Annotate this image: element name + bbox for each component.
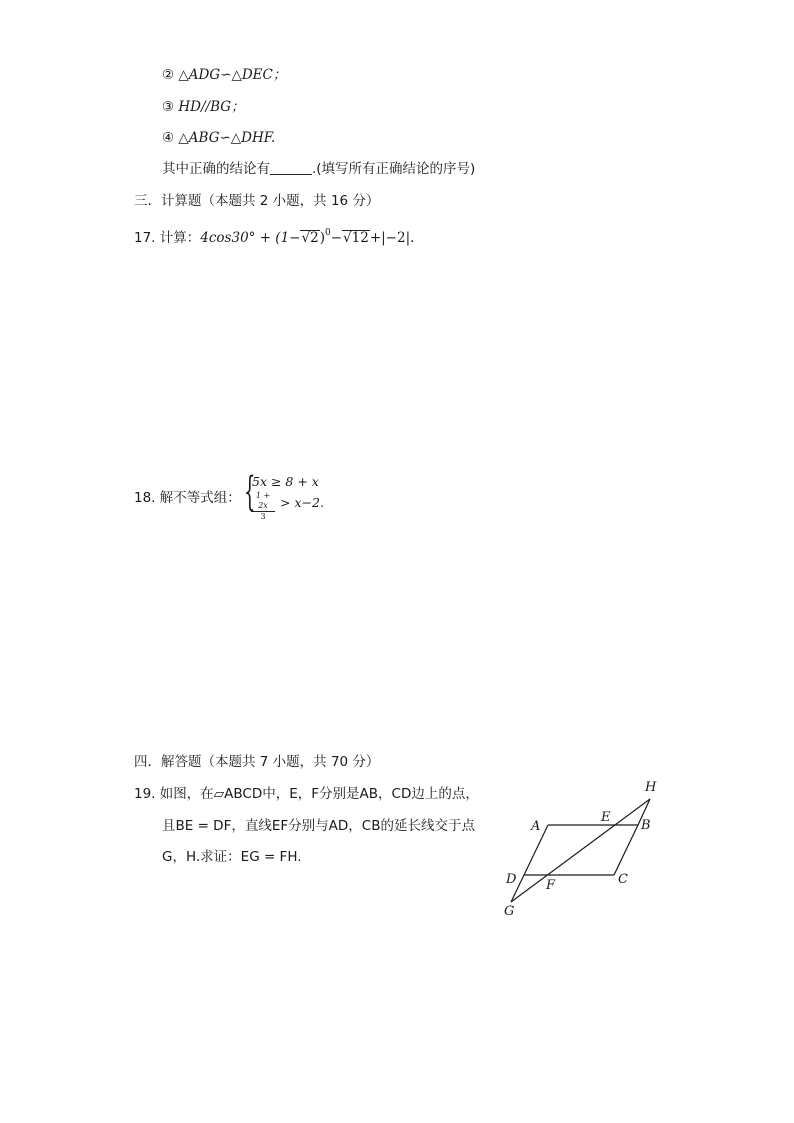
statement-2-number: ② bbox=[162, 67, 175, 83]
statement-4-text: △ABG∽△DHF. bbox=[178, 130, 276, 146]
label-H: H bbox=[645, 780, 657, 795]
statement-3-text: HD//BG； bbox=[178, 99, 245, 115]
label-A: A bbox=[531, 819, 541, 834]
question-19-line-1 bbox=[134, 785, 479, 803]
inequality-1: 5x ≥ 8 + x bbox=[252, 474, 319, 489]
question-18-label: 解不等式组： bbox=[159, 490, 241, 506]
inequality-2-rest bbox=[280, 495, 324, 510]
statement-4 bbox=[162, 129, 275, 147]
q17-exponent-0: 0 bbox=[324, 228, 331, 238]
q17-sqrt-2-radicand: 2 bbox=[310, 230, 319, 246]
segment-BC bbox=[614, 825, 638, 875]
label-B: B bbox=[641, 818, 651, 833]
statement-3-number: ③ bbox=[162, 99, 175, 115]
line-GH bbox=[511, 799, 650, 902]
question-18 bbox=[134, 489, 241, 507]
fraction-denominator: 3 bbox=[260, 512, 266, 521]
q17-sqrt-12: √12 bbox=[343, 230, 369, 246]
answer-prefix: 其中正确的结论有 bbox=[162, 161, 270, 177]
parallelogram-figure bbox=[495, 775, 675, 925]
fraction-numerator: 1 + 2x bbox=[251, 491, 275, 512]
inequality-system bbox=[244, 469, 344, 521]
label-F: F bbox=[546, 878, 556, 893]
system-brace: { bbox=[244, 469, 256, 515]
label-E: E bbox=[601, 810, 611, 825]
statement-2 bbox=[162, 66, 286, 84]
section-4-title: 四．解答题（本题共 7 小题，共 70 分） bbox=[134, 754, 380, 770]
statement-3 bbox=[162, 98, 245, 116]
q17-expr-b: − bbox=[330, 230, 343, 246]
q17-expr-a: 4cos30° + (1− bbox=[200, 230, 301, 246]
answer-suffix: .(填写所有正确结论的序号) bbox=[312, 161, 476, 177]
question-19-text-1: 如图，在▱ABCD中，E，F分别是AB，CD边上的点， bbox=[159, 786, 479, 802]
q18-end: . bbox=[319, 495, 324, 510]
q17-sqrt-12-radicand: 12 bbox=[351, 230, 369, 246]
question-17-number: 17. bbox=[134, 230, 156, 246]
inequality-2-fraction bbox=[251, 491, 275, 522]
inequality-2-text: > x−2 bbox=[280, 495, 320, 510]
statement-2-text: △ADG∽△DEC； bbox=[178, 67, 287, 83]
answer-blank[interactable] bbox=[270, 161, 312, 175]
q17-expr-c: +|−2|. bbox=[369, 230, 415, 246]
question-19-number: 19. bbox=[134, 786, 156, 802]
label-G: G bbox=[504, 904, 515, 919]
question-17: 17. 计算：$4\cos 30^\circ + (1-√2)^0-√12+|-2|$. bbox=[134, 228, 415, 246]
label-C: C bbox=[618, 872, 628, 887]
q17-sqrt-2: √2 bbox=[301, 230, 319, 246]
question-19-line-2: 且BE = DF，直线EF分别与AD，CB的延长线交于点 bbox=[162, 818, 475, 834]
statement-4-number: ④ bbox=[162, 130, 175, 146]
question-18-number: 18. bbox=[134, 490, 156, 506]
label-D: D bbox=[506, 872, 517, 887]
question-19-line-3: G，H.求证：EG = FH. bbox=[162, 849, 302, 865]
question-17-label: 计算： bbox=[159, 230, 201, 246]
answer-line bbox=[162, 160, 475, 178]
section-3-title: 三．计算题（本题共 2 小题，共 16 分） bbox=[134, 193, 380, 209]
